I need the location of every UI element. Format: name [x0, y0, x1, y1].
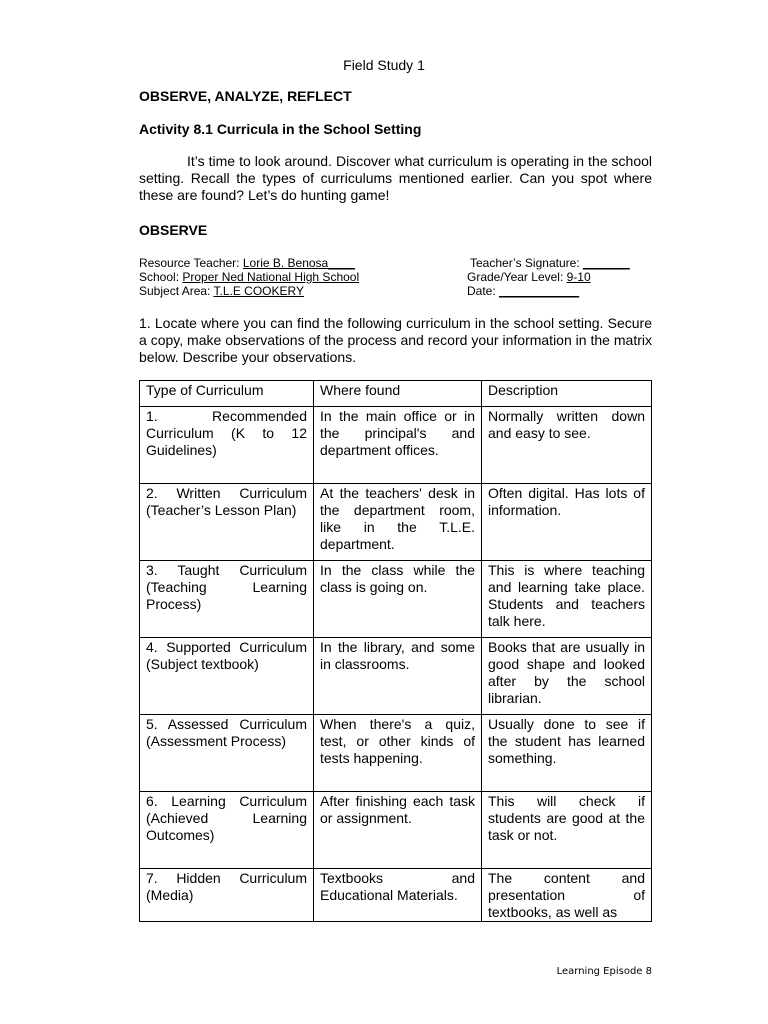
cell-where: In the main office or in the principal's and department offices. [314, 407, 482, 484]
cell-type: 4. Supported Curriculum (Subject textbook) [140, 638, 314, 715]
cell-where: When there's a quiz, test, or other kinds of tests happening. [314, 715, 482, 792]
cell-description: Normally written down and easy to see. [482, 407, 652, 484]
cell-where: In the class while the class is going on. [314, 561, 482, 638]
resource-teacher-label: Resource Teacher: [139, 256, 243, 270]
cell-where: In the library, and some in classrooms. [314, 638, 482, 715]
date-value: ____________ [499, 284, 580, 298]
table-row [140, 484, 652, 561]
table-row [140, 561, 652, 638]
grade-line [467, 270, 591, 284]
school-value: Proper Ned National High School [182, 270, 360, 284]
cell-type: 6. Learning Curriculum (Achieved Learning Outcomes) [140, 792, 314, 869]
resource-teacher-value: Lorie B. Benosa____ [242, 256, 355, 270]
cell-type: 2. Written Curriculum (Teacher’s Lesson Plan) [140, 484, 314, 561]
curriculum-matrix-table [139, 380, 652, 922]
activity-title: Activity 8.1 Curricula in the School Setting [139, 121, 422, 137]
school-label: School: [139, 270, 183, 284]
table-row [140, 792, 652, 869]
table-header-row [140, 381, 652, 407]
school-line [139, 270, 359, 284]
cell-type: 1. Recommended Curriculum (K to 12 Guidelines) [140, 407, 314, 484]
table-row [140, 407, 652, 484]
subject-line [139, 284, 304, 298]
cell-type: 5. Assessed Curriculum (Assessment Process) [140, 715, 314, 792]
header-type: Type of Curriculum [140, 381, 314, 407]
page-header-title: Field Study 1 [343, 57, 425, 73]
cell-description: Often digital. Has lots of information. [482, 484, 652, 561]
cell-where: At the teachers' desk in the department room, like in the T.L.E. department. [314, 484, 482, 561]
cell-type: 7. Hidden Curriculum (Media) [140, 869, 314, 922]
table-row [140, 715, 652, 792]
cell-description: Usually done to see if the student has learned something. [482, 715, 652, 792]
resource-teacher-line [139, 256, 355, 270]
cell-description: This will check if students are good at the task or not. [482, 792, 652, 869]
cell-where: Textbooks and Educational Materials. [314, 869, 482, 922]
header-description: Description [482, 381, 652, 407]
cell-description: Books that are usually in good shape and looked after by the school librarian. [482, 638, 652, 715]
header-where: Where found [314, 381, 482, 407]
intro-paragraph: It’s time to look around. Discover what curriculum is operating in the school setting. Recall the types of curriculums mentioned earlier. Can you spot where these are found? Let’s do hunting game! [139, 153, 652, 203]
subject-label: Subject Area: [139, 284, 214, 298]
date-label: Date: [467, 284, 500, 298]
signature-line [470, 256, 630, 270]
observe-heading: OBSERVE [139, 222, 208, 238]
table-row [140, 869, 652, 922]
section-heading: OBSERVE, ANALYZE, REFLECT [139, 88, 352, 104]
cell-description: This is where teaching and learning take place. Students and teachers talk here. [482, 561, 652, 638]
signature-label: Teacher’s Signature: [470, 256, 583, 270]
cell-where: After finishing each task or assignment. [314, 792, 482, 869]
cell-type: 3. Taught Curriculum (Teaching Learning Process) [140, 561, 314, 638]
grade-value: 9-10 [566, 270, 591, 284]
grade-label: Grade/Year Level: [467, 270, 567, 284]
cell-description: The content and presentation of textbooks, as well as [482, 869, 652, 922]
subject-value: T.L.E COOKERY [213, 284, 304, 298]
page-footer: Learning Episode 8 [556, 966, 652, 977]
date-line [467, 284, 579, 298]
instruction-paragraph: 1. Locate where you can find the following curriculum in the school setting. Secure a copy, make observations of the process and record your information in the matrix below. Describe your observations. [139, 315, 652, 365]
signature-value: _______ [582, 256, 630, 270]
table-row [140, 638, 652, 715]
